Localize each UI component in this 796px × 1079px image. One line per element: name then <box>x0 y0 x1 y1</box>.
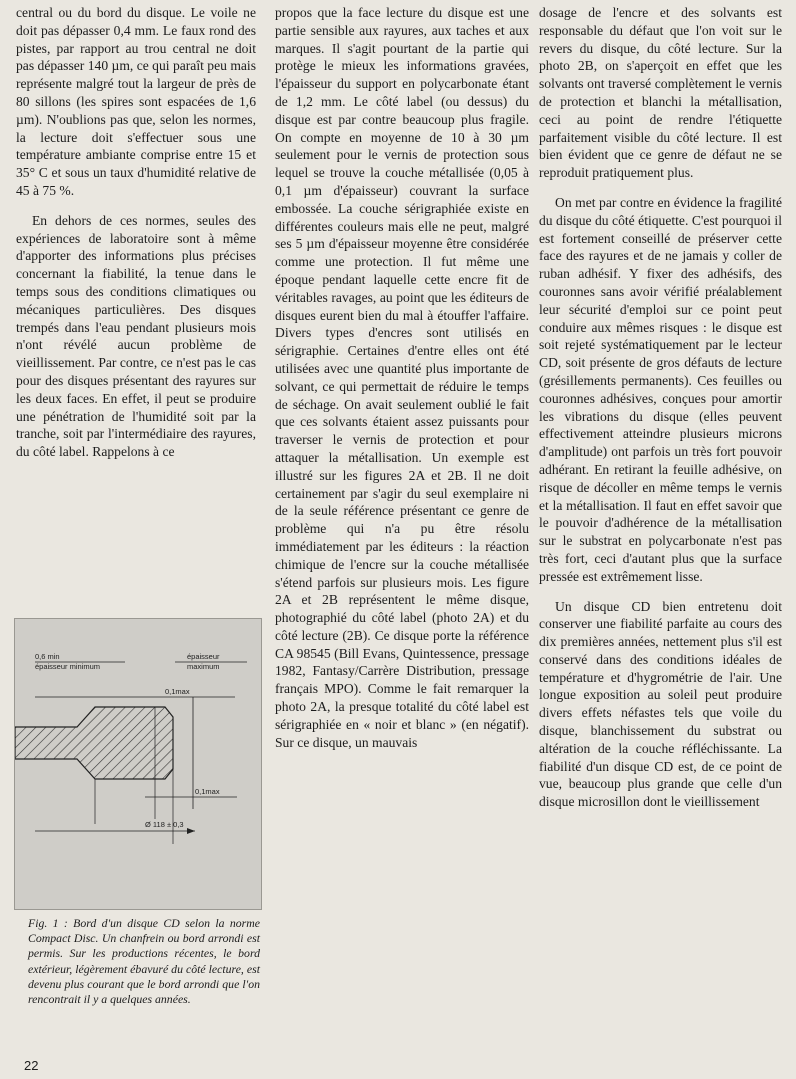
paragraph: En dehors de ces normes, seules des expériences de laboratoire sont à même d'apporter des informations plus précises concernant la fiabilité, la tenue dans le temps sous des conditions climatiques ou mécaniques particulières. Des disques trempés dans l'eau pendant plusieurs mois n'ont révélé aucun problème de vieillissement. Par contre, ce n'est pas le cas pour des disques présentant des rayures sur les deux faces. En effet, il peut se produire une pénétration de l'humidité soit par la tranche, soit par l'intermédiaire des rayures, du côté label. Rappelons à ce <box>16 212 256 460</box>
bottom-tolerance-label: 0,1max <box>195 787 220 796</box>
min-text-label: épaisseur minimum <box>35 662 101 671</box>
top-tolerance-label: 0,1max <box>165 687 190 696</box>
paragraph: central ou du bord du disque. Le voile ne doit pas dépasser 0,4 mm. Le faux rond des pistes, par rapport au trou central ne doit pas dépasser 140 µm, ce qui paraît peu mais représente malgré tout la largeur de près de 80 sillons (les spires sont espacées de 1,6 µm). N'oublions pas que, selon les normes, la lecture doit s'effectuer sous une température ambiante comprise entre 15 et 35° C et sous un taux d'humidité relative de 45 à 75 %. <box>16 5 256 198</box>
text-column-1 <box>16 4 256 461</box>
text-column-2 <box>275 4 529 751</box>
min-value-label: 0,6 min <box>35 652 60 661</box>
figure-1-diagram <box>14 618 262 910</box>
paragraph: On met par contre en évidence la fragilité du disque du côté étiquette. C'est pourquoi il est fortement conseillé de préserver cette face des rayures et de ne jamais y coller de ruban adhésif. Y fixer des adhésifs, des couronnes sans avoir vérifié préalablement leur sécurité d'emploi sur ce point peut conduire aux mêmes risques : le disque est soit rejeté systématiquement par le lecteur CD, soit présente de gros défauts de lecture (grésillements permanents). Ces feuilles ou couronnes adhésives, conçues pour amortir les vibrations du disque (elles peuvent effectivement atteindre plusieurs microns d'amplitude) ont parfois un très fort pouvoir adhérant. En retirant la feuille adhésive, on risque de décoller en même temps le vernis et la métallisation. Il faut en effet savoir que le pouvoir d'adhérence de la métallisation sur le substrat en polycarbonate n'est pas très fort, ceci d'autant plus que la surface pressée est extrêmement lisse. <box>539 194 782 584</box>
disc-edge-drawing <box>15 619 261 909</box>
disc-section-shape <box>15 707 173 779</box>
paragraph: dosage de l'encre et des solvants est responsable du défaut que l'on voit sur le revers du disque, du côté lecture. Sur la photo 2B, on s'aperçoit en effet que les solvants ont traversé complètement le vernis de protection et blanchi la métallisation, ceci au point de rendre l'étiquette parfaitement visible du côté lecture. Il est bien évident que ce genre de défaut ne se reproduit pratiquement plus. <box>539 5 782 181</box>
max-text-label-2: maximum <box>187 662 220 671</box>
paragraph: propos que la face lecture du disque est une partie sensible aux rayures, aux taches et aux marques. Il s'agit pourtant de la partie qui protège le mieux les informations gravées, l'épaisseur du support en polycarbonate étant de 1,2 mm. Le côté label (ou dessus) du disque est par contre beaucoup plus fragile. On compte en moyenne de 10 à 30 µm seulement pour le vernis de protection sous lequel se trouve la couche métallisée (0,05 à 0,1 µm d'épaisseur) couvrant la surface embossée. La couche sérigraphiée existe en différentes couleurs mais elle ne peut, malgré ses 5 µm d'épaisseur moyenne être considérée comme une protection. Il fut même une époque pendant laquelle cette encre fit de véritables ravages, au point que les éditeurs de disques eurent bien du mal à étouffer l'affaire. Divers types d'encres sont utilisés en sérigraphie. Certaines d'entre elles ont été utilisées avec une quantité plus importante de solvant, ce qui permettait de réduire le temps de séchage. On avait seulement oublié le fait que ces solvants étaient assez puissants pour traverser le vernis de protection et pour attaquer la métallisation. Un exemple est illustré sur les figures 2A et 2B. Il ne doit certainement par s'agir du seul exemplaire ni de la seule référence présentant ce genre de problème qui n'a pu être résolu immédiatement par les éditeurs : la réaction chimique de l'encre sur la couche métallisée s'étend parfois sur plusieurs mois. Les figure 2A et 2B représentent le même disque, photographié du côté label (photo 2A) et du côté lecture (2B). Ce disque porte la référence CA 98545 (Bill Evans, Quintessence, pressage 1982, Fantasy/Carrère Distribution, pressage français MPO). Comme le fait remarquer la photo 2A, la presque totalité du côté label est sérigraphiée en « noir et blanc » (en négatif). Sur ce disque, un mauvais <box>275 5 529 750</box>
max-text-label-1: épaisseur <box>187 652 220 661</box>
diameter-label: Ø 118 ± 0,3 <box>145 820 184 829</box>
paragraph: Un disque CD bien entretenu doit conserver une fiabilité parfaite au cours des dix premières années, nettement plus s'il est conservé dans des conditions idéales de température et d'hygrométrie de l'air. Une longue exposition au soleil peut produire divers effets néfastes tels que voile du disque, blanchissement du substrat ou altération de la couche réfléchissante. La fiabilité d'un disque CD est, de ce point de vue, beaucoup plus grande que celle d'un disque microsillon dont le vieillissement <box>539 598 782 810</box>
page-number: 22 <box>24 1058 39 1073</box>
figure-caption: Fig. 1 : Bord d'un disque CD selon la norme Compact Disc. Un chanfrein ou bord arrondi est permis. Sur les productions récentes, le bord extérieur, légèrement ébavuré du côté lecture, est devenu plus courant que le bord arrondi que l'on rencontrait il y a quelques années. <box>28 916 260 1007</box>
text-column-3 <box>539 4 782 811</box>
